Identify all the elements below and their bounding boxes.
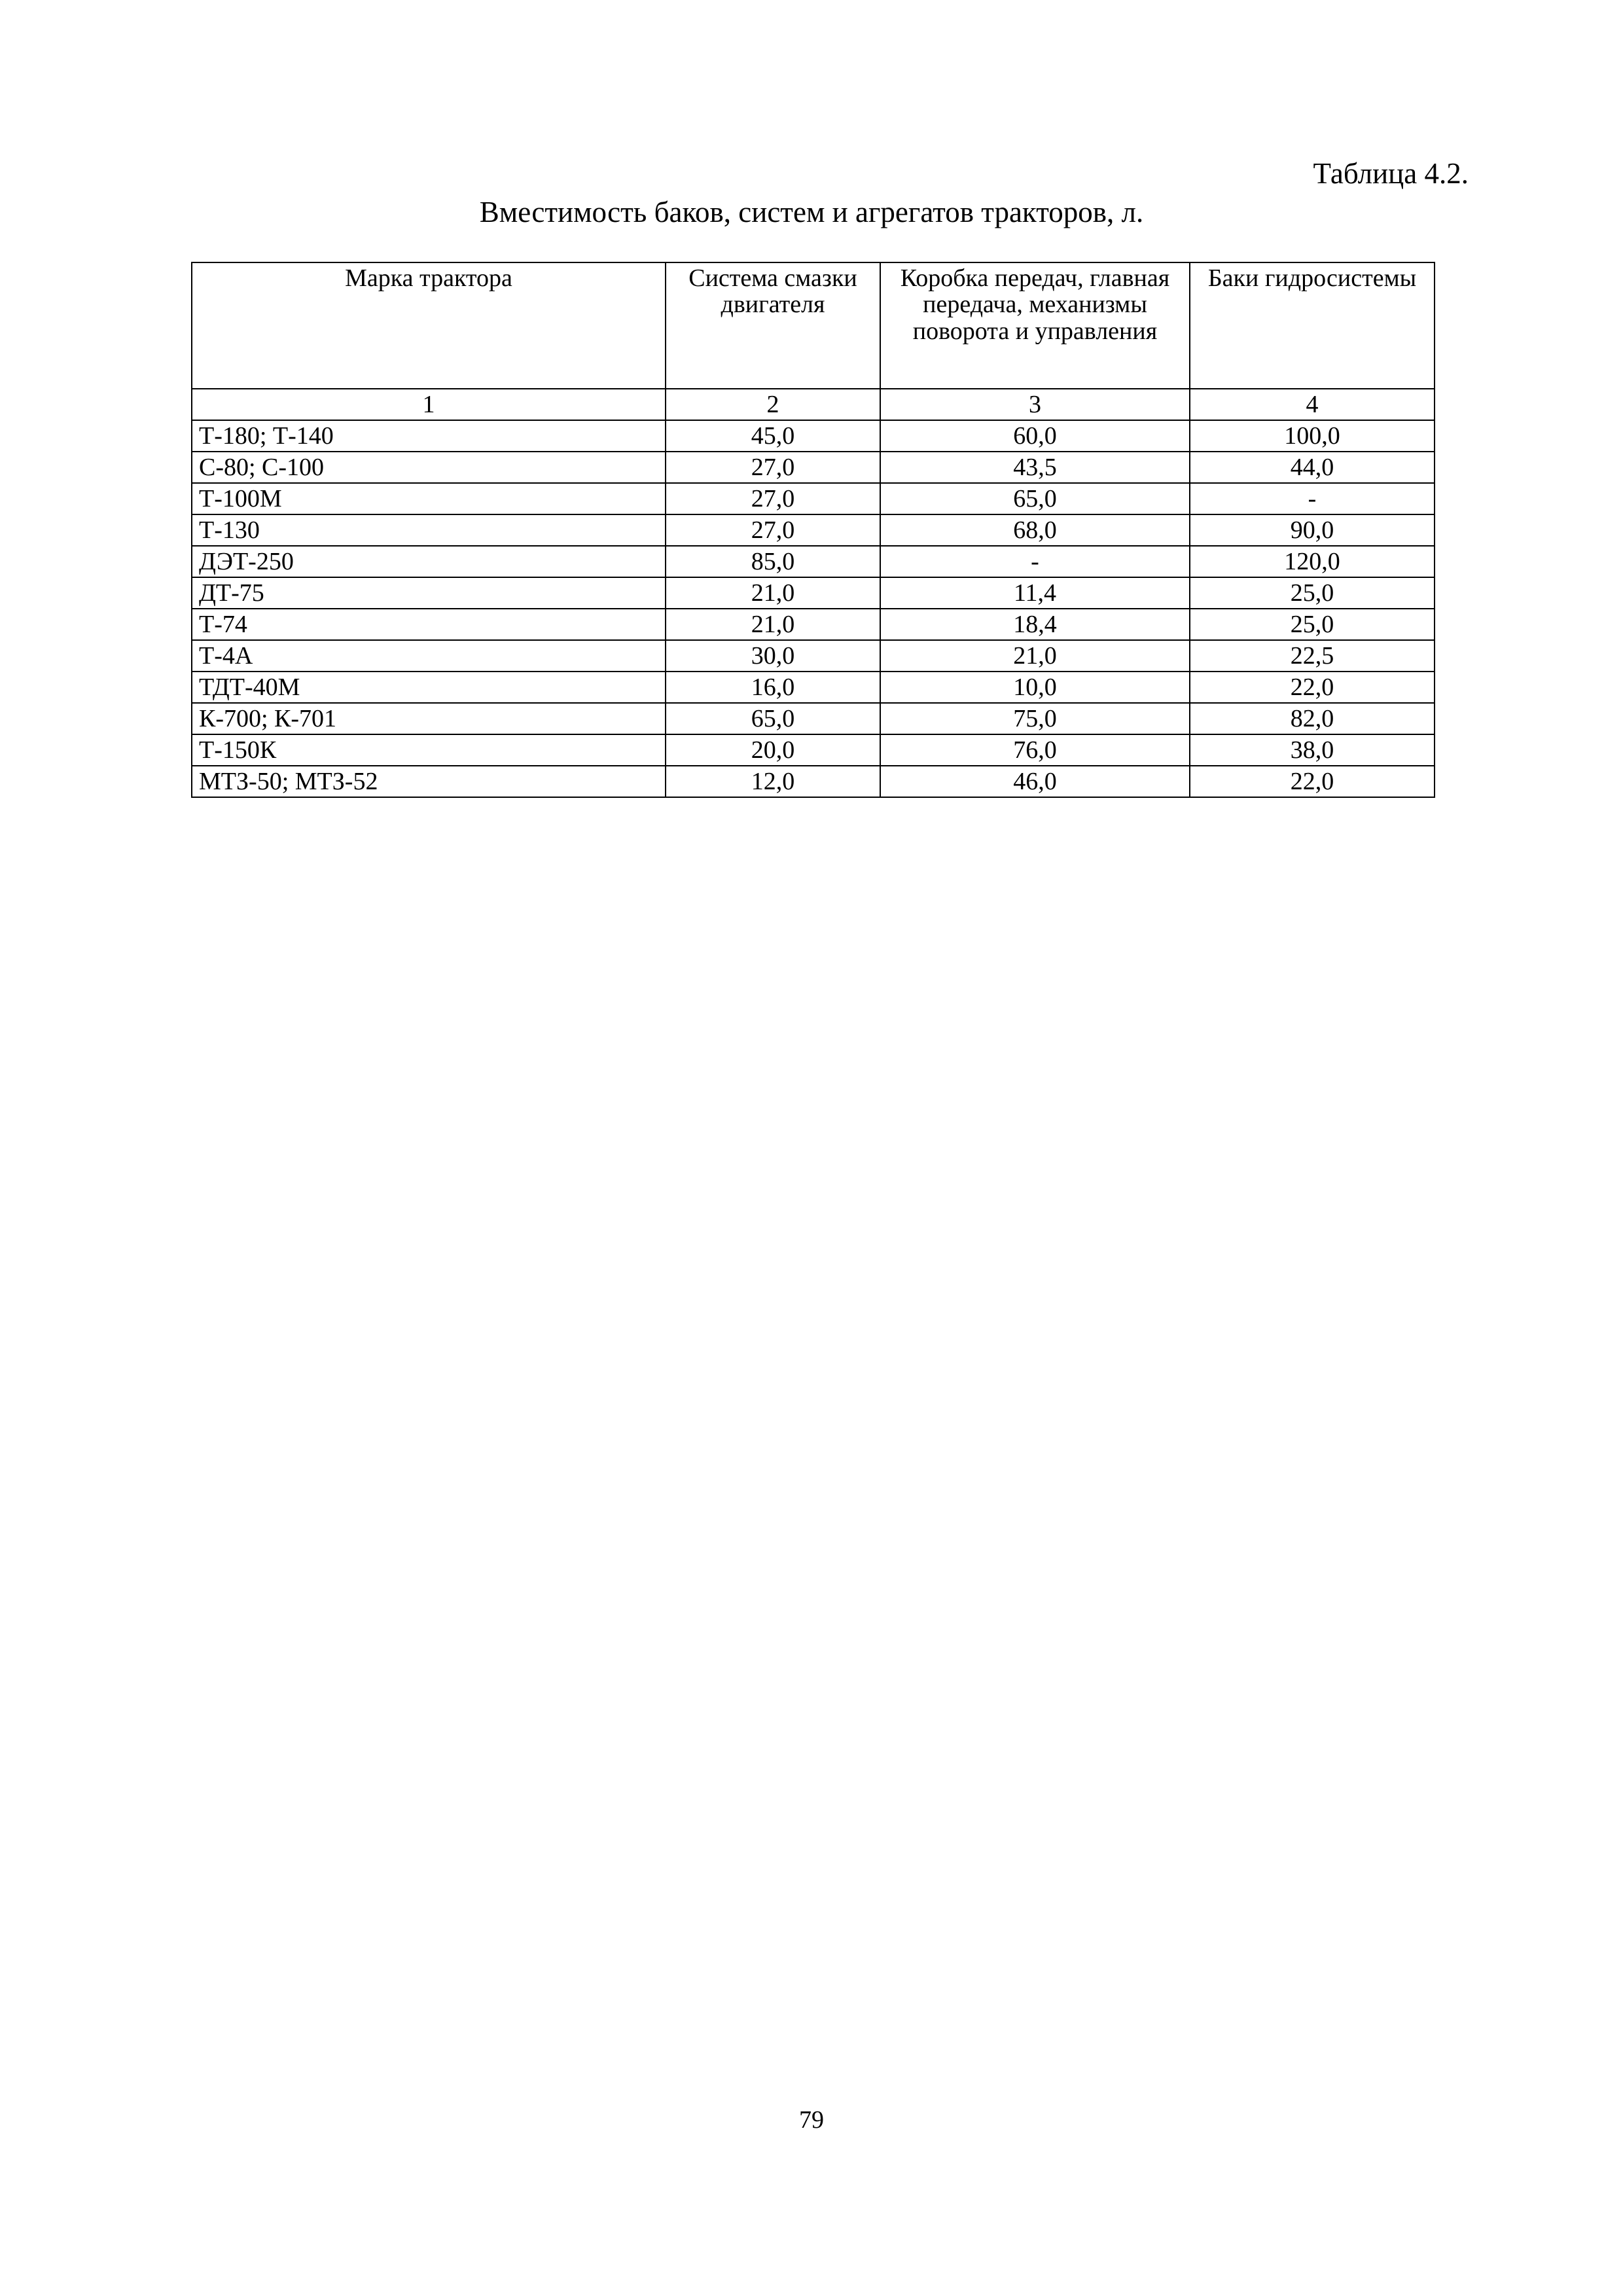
table-row (192, 420, 1435, 452)
cell-engine-lubrication: 12,0 (666, 766, 880, 797)
cell-gearbox: 18,4 (880, 609, 1190, 640)
cell-engine-lubrication: 21,0 (666, 609, 880, 640)
cell-gearbox: 43,5 (880, 452, 1190, 483)
cell-gearbox: 76,0 (880, 734, 1190, 766)
table-row (192, 734, 1435, 766)
table-row (192, 514, 1435, 546)
table-row (192, 766, 1435, 797)
cell-hydraulic-tanks: - (1190, 483, 1435, 514)
cell-gearbox: 65,0 (880, 483, 1190, 514)
header-tractor-brand: Марка трактора (192, 262, 666, 389)
cell-engine-lubrication: 21,0 (666, 577, 880, 609)
cell-tractor-brand: Т-130 (192, 514, 666, 546)
table-row (192, 546, 1435, 577)
cell-gearbox: 10,0 (880, 672, 1190, 703)
cell-hydraulic-tanks: 120,0 (1190, 546, 1435, 577)
cell-tractor-brand: Т-180; Т-140 (192, 420, 666, 452)
cell-tractor-brand: Т-74 (192, 609, 666, 640)
page-number: 79 (799, 2106, 824, 2134)
table-row (192, 483, 1435, 514)
cell-engine-lubrication: 27,0 (666, 514, 880, 546)
cell-hydraulic-tanks: 22,0 (1190, 766, 1435, 797)
cell-tractor-brand: МТЗ-50; МТЗ-52 (192, 766, 666, 797)
cell-tractor-brand: ДЭТ-250 (192, 546, 666, 577)
cell-hydraulic-tanks: 38,0 (1190, 734, 1435, 766)
table-header-row (192, 262, 1435, 389)
table-body (192, 420, 1435, 797)
cell-hydraulic-tanks: 22,5 (1190, 640, 1435, 672)
cell-engine-lubrication: 20,0 (666, 734, 880, 766)
column-number-row (192, 389, 1435, 420)
cell-gearbox: 60,0 (880, 420, 1190, 452)
table-row (192, 452, 1435, 483)
table-label: Таблица 4.2. (1313, 157, 1469, 190)
cell-hydraulic-tanks: 25,0 (1190, 609, 1435, 640)
cell-gearbox: 46,0 (880, 766, 1190, 797)
cell-engine-lubrication: 85,0 (666, 546, 880, 577)
header-engine-lubrication: Система смазки двигателя (666, 262, 880, 389)
cell-tractor-brand: Т-100М (192, 483, 666, 514)
column-number: 1 (192, 389, 666, 420)
column-number: 4 (1190, 389, 1435, 420)
cell-hydraulic-tanks: 100,0 (1190, 420, 1435, 452)
cell-hydraulic-tanks: 44,0 (1190, 452, 1435, 483)
cell-hydraulic-tanks: 22,0 (1190, 672, 1435, 703)
table-title: Вместимость баков, систем и агрегатов тракторов, л. (479, 196, 1144, 228)
cell-gearbox: 21,0 (880, 640, 1190, 672)
cell-tractor-brand: К-700; К-701 (192, 703, 666, 734)
table-row (192, 640, 1435, 672)
cell-engine-lubrication: 27,0 (666, 452, 880, 483)
cell-tractor-brand: Т-150К (192, 734, 666, 766)
header-gearbox: Коробка передач, главная передача, механизмы поворота и управления (880, 262, 1190, 389)
cell-tractor-brand: ДТ-75 (192, 577, 666, 609)
table-row (192, 609, 1435, 640)
cell-hydraulic-tanks: 90,0 (1190, 514, 1435, 546)
cell-engine-lubrication: 30,0 (666, 640, 880, 672)
table-row (192, 577, 1435, 609)
cell-engine-lubrication: 16,0 (666, 672, 880, 703)
column-number: 3 (880, 389, 1190, 420)
tractor-capacity-table (191, 262, 1435, 798)
cell-hydraulic-tanks: 25,0 (1190, 577, 1435, 609)
cell-engine-lubrication: 65,0 (666, 703, 880, 734)
cell-tractor-brand: С-80; С-100 (192, 452, 666, 483)
table-row (192, 672, 1435, 703)
cell-gearbox: 75,0 (880, 703, 1190, 734)
cell-tractor-brand: ТДТ-40М (192, 672, 666, 703)
cell-gearbox: - (880, 546, 1190, 577)
cell-gearbox: 11,4 (880, 577, 1190, 609)
header-hydraulic-tanks: Баки гидросистемы (1190, 262, 1435, 389)
column-number: 2 (666, 389, 880, 420)
cell-tractor-brand: Т-4А (192, 640, 666, 672)
table-row (192, 703, 1435, 734)
cell-gearbox: 68,0 (880, 514, 1190, 546)
cell-engine-lubrication: 45,0 (666, 420, 880, 452)
cell-engine-lubrication: 27,0 (666, 483, 880, 514)
cell-hydraulic-tanks: 82,0 (1190, 703, 1435, 734)
